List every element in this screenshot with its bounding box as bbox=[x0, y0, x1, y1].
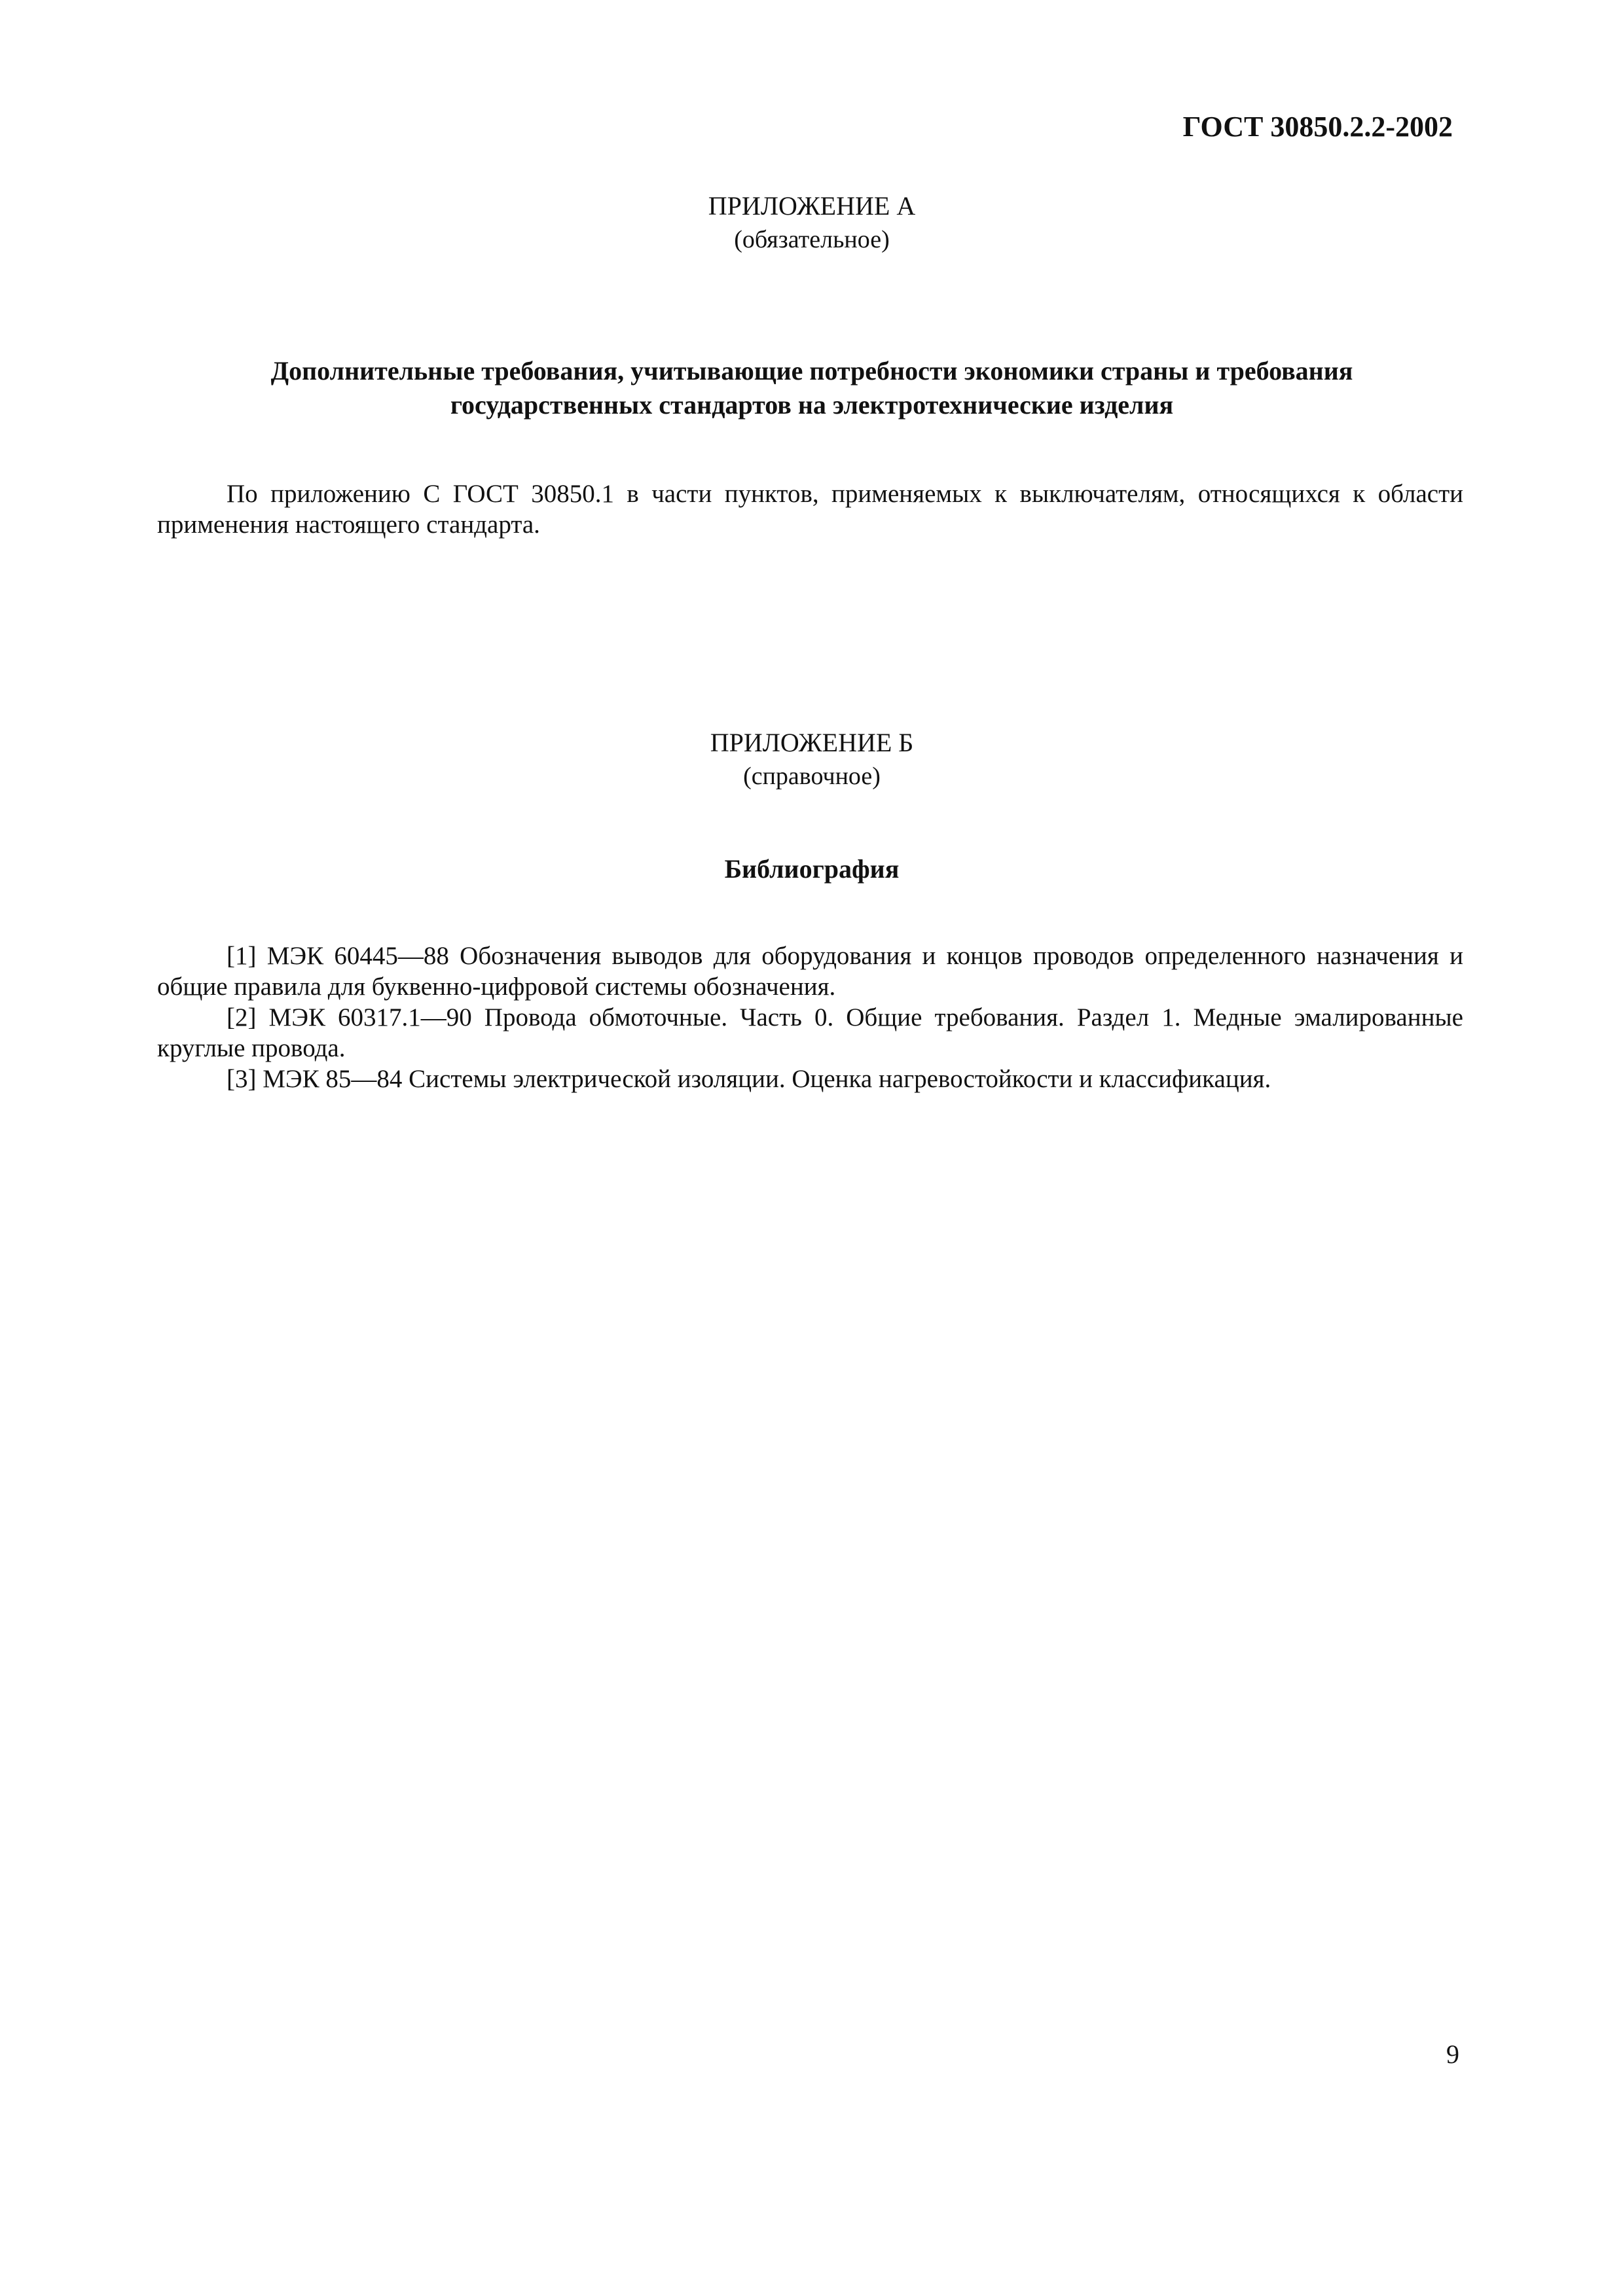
annex-a-paragraph: По приложению С ГОСТ 30850.1 в части пунктов, применяемых к выключателям, относящихся к области применения настоящего стандарта. bbox=[157, 480, 1463, 539]
annex-a-heading-line2: государственных стандартов на электротехнические изделия bbox=[450, 390, 1174, 420]
document-number: ГОСТ 30850.2.2-2002 bbox=[1182, 111, 1453, 143]
annex-a-heading-line1: Дополнительные требования, учитывающие потребности экономики страны и требования bbox=[270, 356, 1353, 386]
annex-a-title: ПРИЛОЖЕНИЕ А bbox=[708, 191, 916, 221]
annex-a-heading bbox=[157, 354, 1467, 422]
annex-a-status: (обязательное) bbox=[734, 226, 890, 253]
bibliography-heading: Библиография bbox=[724, 854, 900, 884]
page-number: 9 bbox=[1446, 2039, 1459, 2069]
bibliography-item-3: [3] МЭК 85—84 Системы электрической изоляции. Оценка нагревостойкости и классификация. bbox=[227, 1065, 1271, 1093]
annex-b-status: (справочное) bbox=[743, 762, 881, 790]
annex-b-title: ПРИЛОЖЕНИЕ Б bbox=[710, 728, 914, 757]
bibliography-item-2: [2] МЭК 60317.1—90 Провода обмоточные. Часть 0. Общие требования. Раздел 1. Медные эмалированные круглые провода. bbox=[157, 1003, 1463, 1062]
bibliography-item-1: [1] МЭК 60445—88 Обозначения выводов для оборудования и концов проводов определенного назначения и общие правила для буквенно-цифровой системы обозначения. bbox=[157, 942, 1463, 1001]
bibliography-list bbox=[157, 941, 1463, 1094]
